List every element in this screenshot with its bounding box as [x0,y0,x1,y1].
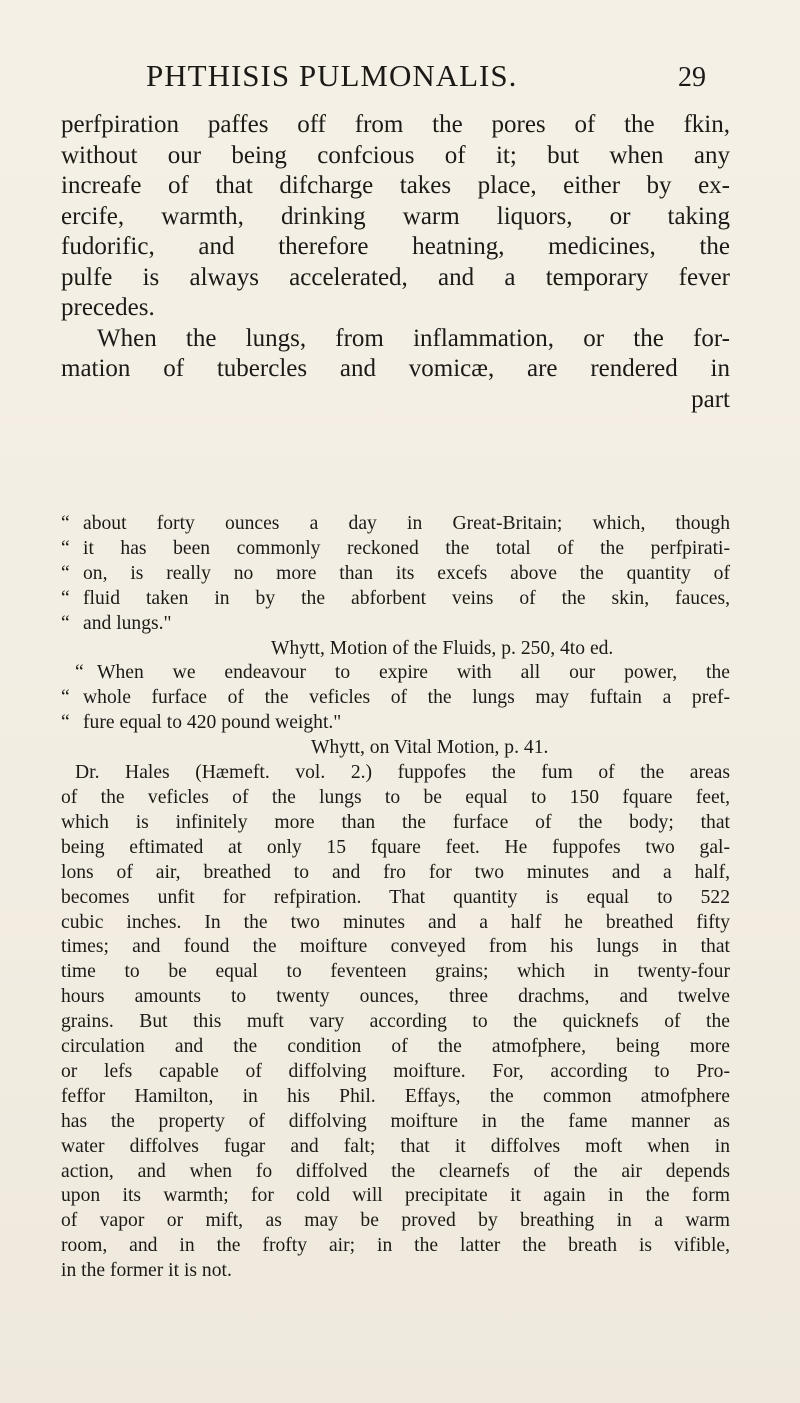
quote-mark: “ [61,537,70,559]
note-line: hours amounts to twenty ounces, three drachms, and twelve [61,986,730,1008]
note-line: which is infinitely more than the furface of the body; that [61,811,730,833]
body-line: pulfe is always accelerated, and a temporary fever [61,263,730,291]
note-line: feffor Hamilton, in his Phil. Effays, the common atmofphere [61,1085,730,1107]
running-title: PHTHISIS PULMONALIS. [146,58,518,93]
body-line: without our being confcious of it; but when any [61,141,730,169]
catchword: part [691,385,730,413]
main-body-text [61,110,730,415]
note-line: becomes unfit for refpiration. That quantity is equal to 522 [61,886,730,908]
note-line: “ When we endeavour to expire with all our power, the [61,661,730,686]
running-head [146,58,706,98]
note-line: “ on, is really no more than its excefs above the quantity of [61,562,730,587]
note-line: “ fure equal to 420 pound weight." [61,711,730,736]
note-line: in the former it is not. [61,1260,232,1282]
note-line: times; and found the moifture conveyed from his lungs in that [61,936,730,958]
note-line: being eftimated at only 15 fquare feet. He fuppofes two gal- [61,836,730,858]
note-line: upon its warmth; for cold will precipitate it again in the form [61,1185,730,1207]
note-line: “ and lungs." [61,612,730,637]
note-line: lons of air, breathed to and fro for two minutes and a half, [61,861,730,883]
body-line: mation of tubercles and vomicæ, are rendered in [61,355,730,382]
page-number: 29 [678,62,706,93]
note-line: time to be equal to feventeen grains; which in twenty-four [61,961,730,983]
note-line: water diffolves fugar and falt; that it diffolves moft when in [61,1135,730,1157]
note-line: grains. But this muft vary according to the quicknefs of the [61,1011,730,1033]
note-line: or lefs capable of diffolving moifture. For, according to Pro- [61,1060,730,1082]
quote-mark: “ [61,712,70,734]
quote-mark: “ [61,687,70,709]
body-line: increafe of that difcharge takes place, either by ex- [61,172,730,199]
note-line: “ fluid taken in by the abforbent veins of the skin, fauces, [61,587,730,612]
note-line: of vapor or mift, as may be proved by breathing in a warm [61,1210,730,1232]
quote-mark: “ [61,513,70,534]
note-line: cubic inches. In the two minutes and a half he breathed fifty [61,911,730,933]
body-line: When the lungs, from inflammation, or the for- [97,324,730,352]
note-line: room, and in the frofty air; in the latter the breath is vifible, [61,1235,730,1257]
quote-mark: “ [61,612,70,634]
body-line: perfpiration paffes off from the pores of the fkin, [61,111,730,138]
note-line: “ about forty ounces a day in Great-Britain; which, though [61,512,730,537]
note-line: circulation and the condition of the atmofphere, being more [61,1036,730,1058]
quote-mark: “ [61,562,70,584]
note-line: “ it has been commonly reckoned the total of the perfpirati- [61,537,730,562]
note-line: action, and when fo diffolved the clearnefs of the air depends [61,1160,730,1182]
note-line: of the veficles of the lungs to be equal to 150 fquare feet, [61,786,730,808]
quote-mark: “ [75,662,84,684]
body-line: precedes. [61,294,155,321]
citation: Whytt, on Vital Motion, p. 41. [311,737,549,759]
footnotes [61,512,730,1284]
citation: Whytt, Motion of the Fluids, p. 250, 4to ed. [271,637,614,659]
body-line: fudorific, and therefore heatning, medicines, the [61,233,730,260]
note-line: has the property of diffolving moifture in the fame manner as [61,1110,730,1132]
body-line: ercife, warmth, drinking warm liquors, or taking [61,202,730,230]
note-line: Dr. Hales (Hæmeft. vol. 2.) fuppofes the fum of the areas [75,762,730,784]
note-line: “ whole furface of the veficles of the lungs may fuftain a pref- [61,686,730,711]
quote-mark: “ [61,587,70,609]
